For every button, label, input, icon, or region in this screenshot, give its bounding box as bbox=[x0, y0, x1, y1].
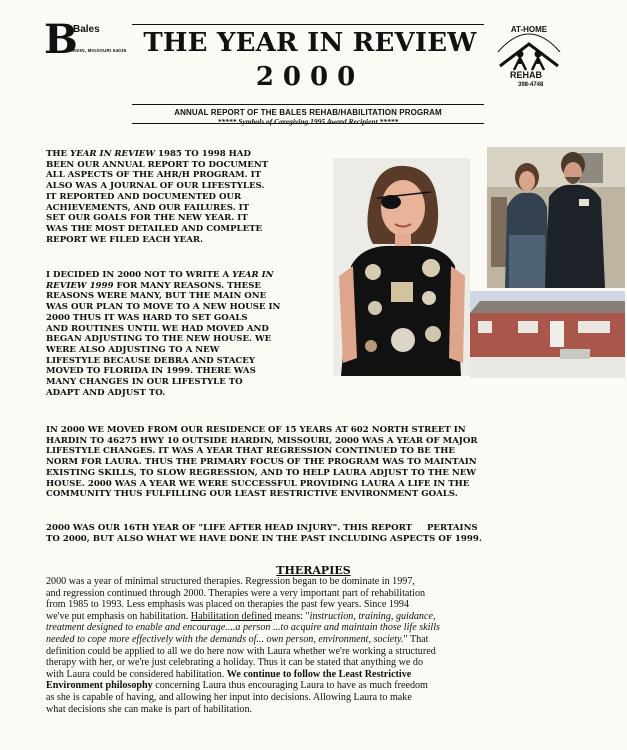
paragraph-line: and regression continued through 2000. Therapies were a very important part of rehabilitation bbox=[46, 587, 426, 599]
paragraph-line: as she is capable of having, and allowing her input into decisions. Allowing Laura to make bbox=[46, 691, 412, 703]
rehab-logo-name: REHAB bbox=[510, 70, 543, 80]
paragraph-line: definition could be applied to all we do here now with Laura whether we're working a structured bbox=[46, 645, 436, 657]
paragraph-line: IT REPORTED AND DOCUMENTED OUR bbox=[46, 191, 242, 202]
photo-couple bbox=[487, 147, 625, 288]
paragraph-line: AND ROUTINES UNTIL WE HAD MOVED AND bbox=[46, 323, 269, 334]
paragraph-line: BEEN OUR ANNUAL REPORT TO DOCUMENT bbox=[46, 159, 269, 170]
therapies-heading: THERAPIES bbox=[276, 564, 351, 577]
paragraph-line: with Laura could be considered habilitation. We continue to follow the Least Restrictive bbox=[46, 668, 412, 680]
paragraph-line: COMMUNITY THUS FULFILLING OUR LEAST RESTRICTIVE ENVIRONMENT GOALS. bbox=[46, 489, 458, 500]
paragraph-line: what decisions she can make is part of habilitation. bbox=[46, 703, 253, 715]
paragraph-line: LIFESTYLE BECAUSE DEBRA AND STACEY bbox=[46, 355, 255, 366]
paragraph-line: Environment philosophy concerning Laura thus encouraging Laura to have as much freedom bbox=[46, 680, 428, 692]
paragraph-line: BEGAN ADJUSTING TO THE NEW HOUSE. WE bbox=[46, 334, 272, 345]
paragraph-line: NORM FOR LAURA. THUS THE PRIMARY FOCUS OF THE PROGRAM WAS TO MAINTAIN bbox=[46, 457, 477, 468]
page-title: THE YEAR IN REVIEW bbox=[143, 28, 477, 58]
paragraph-line: MOVED TO FLORIDA IN 1999. THERE WAS bbox=[46, 366, 256, 377]
photo-woman-portrait bbox=[333, 158, 470, 376]
paragraph-line: 2000 THUS IT WAS HARD TO SET GOALS bbox=[46, 312, 248, 323]
paragraph-line: MANY CHANGES IN OUR LIFESTYLE TO bbox=[46, 377, 243, 388]
intro-paragraph bbox=[46, 149, 326, 245]
paragraph-line: 2000 was a year of minimal structured therapies. Regression began to be dominate in 1997, bbox=[46, 576, 415, 587]
subtitle-top-rule bbox=[132, 104, 484, 105]
paragraph-line: REASONS WERE MANY, BUT THE MAIN ONE bbox=[46, 291, 267, 302]
at-home-logo-text: AT-HOME bbox=[510, 25, 548, 34]
paragraph-line: ALSO WAS A JOURNAL OF OUR LIFESTYLES. bbox=[46, 181, 265, 192]
paragraph-line: we've put emphasis on habilitation. Habilitation defined means: "instruction, training, guidance, bbox=[46, 610, 436, 622]
bales-logo-name: Bales bbox=[73, 24, 100, 35]
paragraph-line: therapy with her, or we're just celebrating a holiday. Thus it can be stated that anything we do bbox=[46, 657, 424, 669]
move-paragraph bbox=[46, 425, 586, 500]
award-line: ***** Symbols of Caregiving 1995 Award Recipient ***** bbox=[217, 117, 399, 126]
photo-house bbox=[470, 291, 625, 378]
paragraph-line: ADAPT AND ADJUST TO. bbox=[46, 387, 166, 398]
paragraph-line: TO 2000, BUT ALSO WHAT WE HAVE DONE IN THE PAST INCLUDING ASPECTS OF 1999. bbox=[46, 533, 482, 544]
bales-logo-letter: B bbox=[44, 16, 76, 63]
paragraph-line: HOUSE. 2000 WAS A YEAR WE WERE SUCCESSFUL PROVIDING LAURA A LIFE IN THE bbox=[46, 478, 470, 489]
subtitle-bottom-rule bbox=[132, 123, 484, 124]
paragraph-line: WAS OUR PLAN TO MOVE TO A NEW HOUSE IN bbox=[46, 302, 281, 313]
paragraph-line: needed to cope more effectively with the demands of... own person, environment, society." That bbox=[46, 633, 429, 645]
paragraph-line: I DECIDED IN 2000 NOT TO WRITE A YEAR IN bbox=[46, 270, 274, 280]
paragraph-line: SET OUR GOALS FOR THE NEW YEAR. IT bbox=[46, 213, 248, 224]
bales-logo-location: HARDIN, MISSOURI 64035 bbox=[66, 48, 127, 53]
title-top-rule bbox=[132, 24, 484, 25]
paragraph-line: WAS THE MOST DETAILED AND COMPLETE bbox=[46, 223, 263, 234]
sixteenth-year-paragraph bbox=[46, 523, 586, 544]
paragraph-line: treatment designed to enable and encourage....a person ...to acquire and maintain those life skills bbox=[46, 622, 440, 634]
report-subtitle: ANNUAL REPORT OF THE BALES REHAB/HABILITATION PROGRAM bbox=[174, 108, 442, 117]
paragraph-line: from 1985 to 1993. Less emphasis was placed on therapies the past few years. Since 1994 bbox=[46, 599, 410, 611]
therapies-paragraph bbox=[46, 576, 591, 715]
rehab-phone-number: 398-4748 bbox=[518, 82, 544, 88]
paragraph-line: REPORT WE FILED EACH YEAR. bbox=[46, 234, 204, 245]
paragraph-line: EXISTING SKILLS, TO SLOW REGRESSION, AND TO HELP LAURA ADJUST TO THE NEW bbox=[46, 467, 476, 478]
paragraph-line: HARDIN TO 46275 HWY 10 OUTSIDE HARDIN, MISSOURI, 2000 WAS A YEAR OF MAJOR bbox=[46, 435, 478, 446]
paragraph-line: REVIEW 1999 FOR MANY REASONS. THESE bbox=[46, 280, 261, 291]
paragraph-line: ACHIEVEMENTS, AND OUR FAILURES. IT bbox=[46, 202, 250, 213]
habilitation-defined-term: Habilitation defined bbox=[190, 610, 272, 622]
paragraph-line: ALL ASPECTS OF THE AHR/H PROGRAM. IT bbox=[46, 170, 262, 181]
paragraph-line: 2000 WAS OUR 16TH YEAR OF "LIFE AFTER HEAD INJURY". THIS REPORT PERTAINS bbox=[46, 523, 478, 533]
decision-paragraph bbox=[46, 270, 326, 398]
paragraph-line: WERE ALSO ADJUSTING TO A NEW bbox=[46, 344, 220, 355]
paragraph-line: THE YEAR IN REVIEW 1985 TO 1998 HAD bbox=[46, 149, 251, 159]
page-year: 2000 bbox=[255, 62, 365, 92]
paragraph-line: LIFESTYLE CHANGES. IT WAS A YEAR THAT REGRESSION CONTINUED TO BE THE bbox=[46, 446, 455, 457]
paragraph-line: IN 2000 WE MOVED FROM OUR RESIDENCE OF 15 YEARS AT 602 NORTH STREET IN bbox=[46, 425, 466, 435]
